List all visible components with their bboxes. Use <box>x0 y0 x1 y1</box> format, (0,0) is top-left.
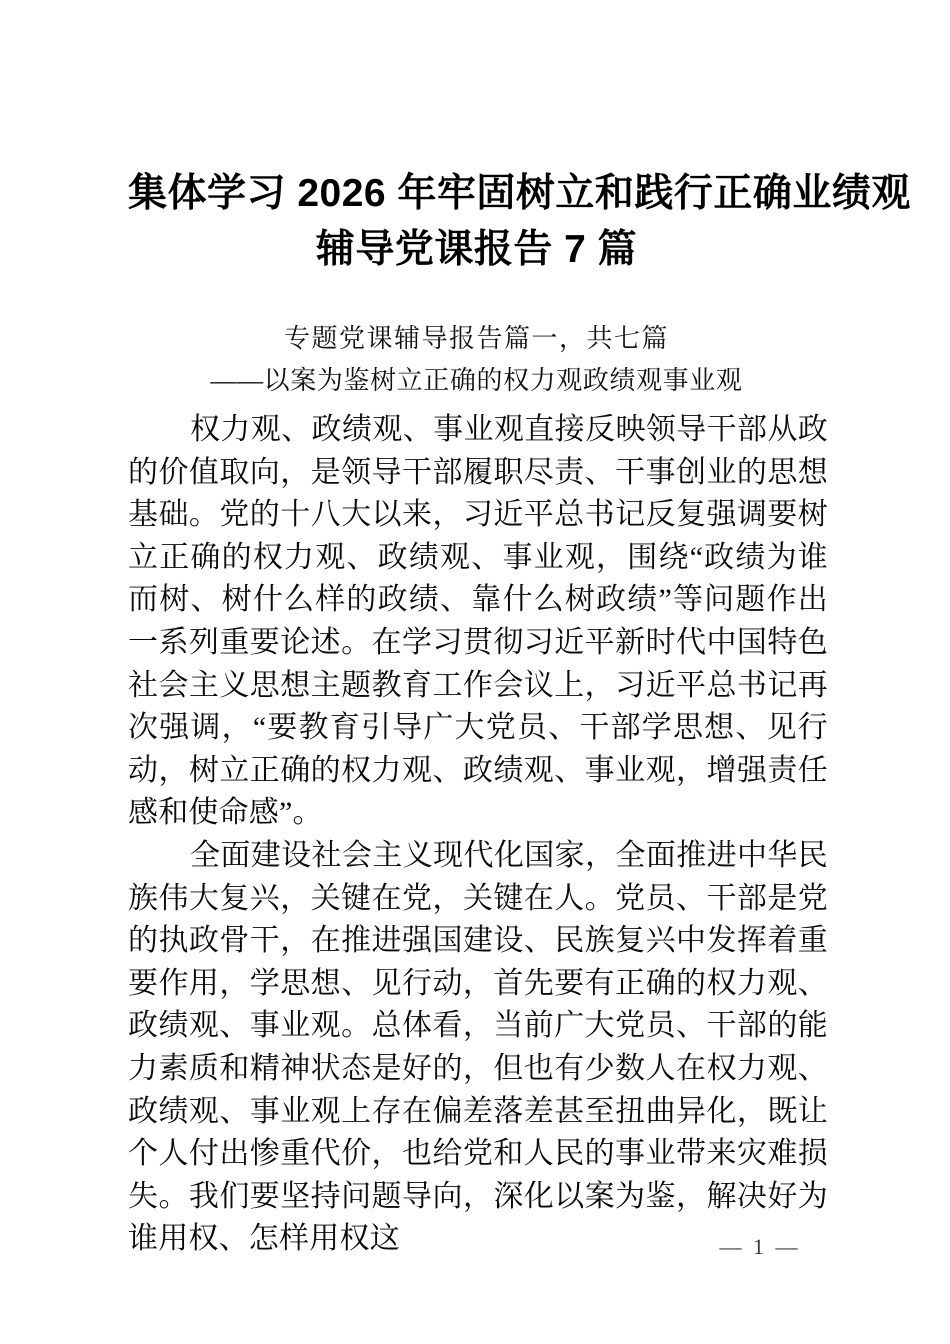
page-title-line-1: 集体学习 2026 年牢固树立和践行正确业绩观 <box>128 172 911 215</box>
subtitle-series-label: 专题党课辅导报告篇一，共七篇 <box>283 324 669 353</box>
subtitle-topic-label: ——以案为鉴树立正确的权力观政绩观事业观 <box>210 366 743 395</box>
page-title-line-2: 辅导党课报告 7 篇 <box>315 228 638 271</box>
page-footer <box>0 1232 950 1262</box>
body-paragraph-2: 全面建设社会主义现代化国家，全面推进中华民族伟大复兴，关键在党，关键在人。党员、干部是党的执政骨干，在推进强国建设、民族复兴中发挥着重要作用，学思想、见行动，首先要有正确的权力观、政绩观、事业观。总体看，当前广大党员、干部的能力素质和精神状态是好的，但也有少数人在权力观、政绩观、事业观上存在偏差落差甚至扭曲异化，既让个人付出惨重代价，也给党和人民的事业带来灾难损失。我们要坚持问题导向，深化以案为鉴，解决好为谁用权、怎样用权这 <box>128 838 828 1256</box>
subtitle-block <box>128 318 825 402</box>
document-body <box>128 409 828 1261</box>
page-title <box>128 166 911 278</box>
page-number: — 1 — <box>719 1234 801 1259</box>
body-paragraph-1: 权力观、政绩观、事业观直接反映领导干部从政的价值取向，是领导干部履职尽责、干事创业的思想基础。党的十八大以来，习近平总书记反复强调要树立正确的权力观、政绩观、事业观，围绕“政绩为谁而树、树什么样的政绩、靠什么树政绩”等问题作出一系列重要论述。在学习贯彻习近平新时代中国特色社会主义思想主题教育工作会议上，习近平总书记再次强调，“要教育引导广大党员、干部学思想、见行动，树立正确的权力观、政绩观、事业观，增强责任感和使命感”。 <box>128 413 828 830</box>
